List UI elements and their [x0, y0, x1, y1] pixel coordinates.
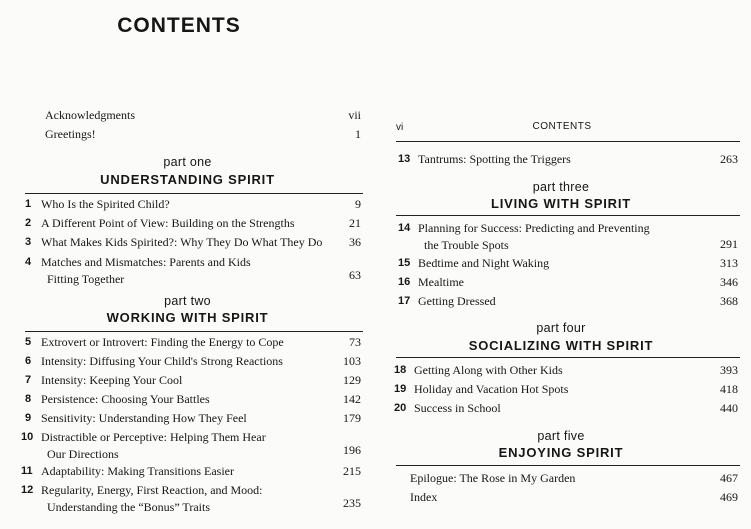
entry-page: 467: [720, 471, 738, 485]
chapter-number: 6: [25, 355, 32, 367]
chapter-number: 7: [25, 374, 32, 386]
chapter-number: 19: [394, 383, 407, 395]
chapter-page: 346: [720, 275, 738, 289]
part-label: part five: [537, 429, 585, 443]
part-title: SOCIALIZING WITH SPIRIT: [468, 338, 654, 353]
chapter-number: 8: [25, 393, 32, 405]
toc-entry[interactable]: [25, 196, 361, 213]
chapter-title: Getting Dressed: [418, 294, 496, 308]
part-title: LIVING WITH SPIRIT: [490, 196, 632, 211]
divider: [396, 215, 740, 216]
chapter-number: 4: [25, 256, 32, 268]
toc-entry[interactable]: [25, 410, 361, 427]
chapter-page: 103: [343, 354, 361, 368]
chapter-number: 17: [398, 295, 411, 307]
chapter-page: 129: [343, 373, 361, 387]
chapter-number: 9: [25, 412, 32, 424]
part-label: part four: [536, 321, 586, 335]
part-label: part one: [163, 155, 212, 169]
toc-entry[interactable]: [25, 353, 361, 370]
chapter-title: Sensitivity: Understanding How They Feel: [41, 411, 247, 425]
chapter-page: 313: [720, 256, 738, 270]
part-title: UNDERSTANDING SPIRIT: [100, 172, 275, 187]
toc-entry-front[interactable]: [45, 126, 361, 143]
chapter-title: A Different Point of View: Building on the Strengths: [41, 216, 295, 230]
chapter-title: Regularity, Energy, First Reaction, and Mood:: [41, 483, 263, 497]
chapter-page: 418: [720, 382, 738, 396]
chapter-page: 36: [349, 235, 361, 249]
toc-entry[interactable]: [25, 215, 361, 232]
chapter-number: 2: [25, 217, 32, 229]
entry-title: Index: [410, 490, 438, 504]
chapter-number: 20: [394, 402, 407, 414]
chapter-title: Who Is the Spirited Child?: [41, 197, 170, 211]
entry-title: Acknowledgments: [45, 108, 135, 122]
chapter-title: Mealtime: [418, 275, 464, 289]
chapter-page: 21: [349, 216, 361, 230]
chapter-number: 11: [21, 465, 33, 477]
chapter-number: 10: [21, 431, 34, 443]
chapter-page: 440: [720, 401, 738, 415]
entry-page: 469: [720, 490, 738, 504]
part-title: ENJOYING SPIRIT: [498, 445, 624, 460]
part-label: part three: [532, 180, 590, 194]
toc-entry[interactable]: [394, 362, 738, 379]
toc-entry-back[interactable]: [410, 489, 738, 506]
toc-entry[interactable]: [394, 381, 738, 398]
chapter-title: Adaptability: Making Transitions Easier: [41, 464, 234, 478]
chapter-title: Intensity: Diffusing Your Child's Strong Reactions: [41, 354, 283, 368]
toc-entry[interactable]: [25, 234, 361, 251]
divider: [396, 465, 740, 466]
chapter-page: 235: [343, 496, 361, 510]
chapter-title: Planning for Success: Predicting and Preventing: [418, 221, 650, 235]
chapter-number: 5: [25, 336, 32, 348]
chapter-number: 1: [25, 198, 32, 210]
chapter-title: Tantrums: Spotting the Triggers: [418, 152, 571, 166]
toc-entry[interactable]: [21, 463, 361, 480]
toc-entry[interactable]: [398, 274, 738, 291]
chapter-page: 179: [343, 411, 361, 425]
page-title: CONTENTS: [117, 14, 241, 37]
chapter-title: Getting Along with Other Kids: [414, 363, 563, 377]
chapter-title: Extrovert or Introvert: Finding the Energy to Cope: [41, 335, 284, 349]
chapter-title: Distractible or Perceptive: Helping Them Hear: [41, 430, 266, 444]
chapter-number: 15: [398, 257, 411, 269]
toc-entry[interactable]: [25, 254, 361, 288]
chapter-page: 393: [720, 363, 738, 377]
chapter-title-continued: Fitting Together: [47, 272, 125, 286]
toc-entry[interactable]: [398, 151, 738, 168]
chapter-page: 142: [343, 392, 361, 406]
divider: [25, 193, 363, 194]
entry-page: vii: [348, 108, 361, 122]
chapter-number: 13: [398, 153, 411, 165]
chapter-page: 73: [349, 335, 361, 349]
toc-entry-front[interactable]: [45, 107, 361, 124]
chapter-page: 291: [720, 237, 738, 251]
chapter-title: Holiday and Vacation Hot Spots: [414, 382, 569, 396]
part-label: part two: [164, 294, 211, 308]
chapter-number: 18: [394, 364, 407, 376]
entry-title: Greetings!: [45, 127, 96, 141]
running-head-page-number: vi: [396, 122, 404, 133]
chapter-page: 368: [720, 294, 738, 308]
chapter-title: Success in School: [414, 401, 501, 415]
chapter-title-continued: the Trouble Spots: [424, 238, 509, 252]
toc-entry[interactable]: [25, 391, 361, 408]
chapter-page: 215: [343, 464, 361, 478]
toc-entry[interactable]: [398, 293, 738, 310]
chapter-title: Persistence: Choosing Your Battles: [41, 392, 210, 406]
chapter-title: Intensity: Keeping Your Cool: [41, 373, 183, 387]
chapter-title-continued: Understanding the “Bonus” Traits: [47, 500, 210, 514]
entry-title: Epilogue: The Rose in My Garden: [410, 471, 576, 485]
toc-entry[interactable]: [25, 334, 361, 351]
chapter-number: 14: [398, 222, 411, 234]
toc-entry[interactable]: [25, 372, 361, 389]
chapter-number: 3: [25, 236, 32, 248]
chapter-title: Bedtime and Night Waking: [418, 256, 550, 270]
running-head: CONTENTS: [532, 121, 592, 132]
chapter-title: Matches and Mismatches: Parents and Kids: [41, 255, 251, 269]
divider: [396, 357, 740, 358]
chapter-number: 16: [398, 276, 411, 288]
chapter-title: What Makes Kids Spirited?: Why They Do What They Do: [41, 235, 323, 249]
toc-entry[interactable]: [21, 482, 361, 516]
divider: [396, 141, 740, 142]
chapter-page: 263: [720, 152, 738, 166]
chapter-page: 63: [349, 268, 361, 282]
divider: [25, 331, 363, 332]
entry-page: 1: [355, 127, 361, 141]
chapter-title-continued: Our Directions: [47, 447, 119, 461]
chapter-number: 12: [21, 484, 34, 496]
part-title: WORKING WITH SPIRIT: [106, 310, 269, 325]
chapter-page: 196: [343, 443, 361, 457]
toc-entry[interactable]: [21, 429, 361, 463]
toc-entry[interactable]: [398, 255, 738, 272]
toc-entry[interactable]: [398, 220, 738, 254]
toc-entry-back[interactable]: [410, 470, 738, 487]
chapter-page: 9: [355, 197, 361, 211]
toc-entry[interactable]: [394, 400, 738, 417]
